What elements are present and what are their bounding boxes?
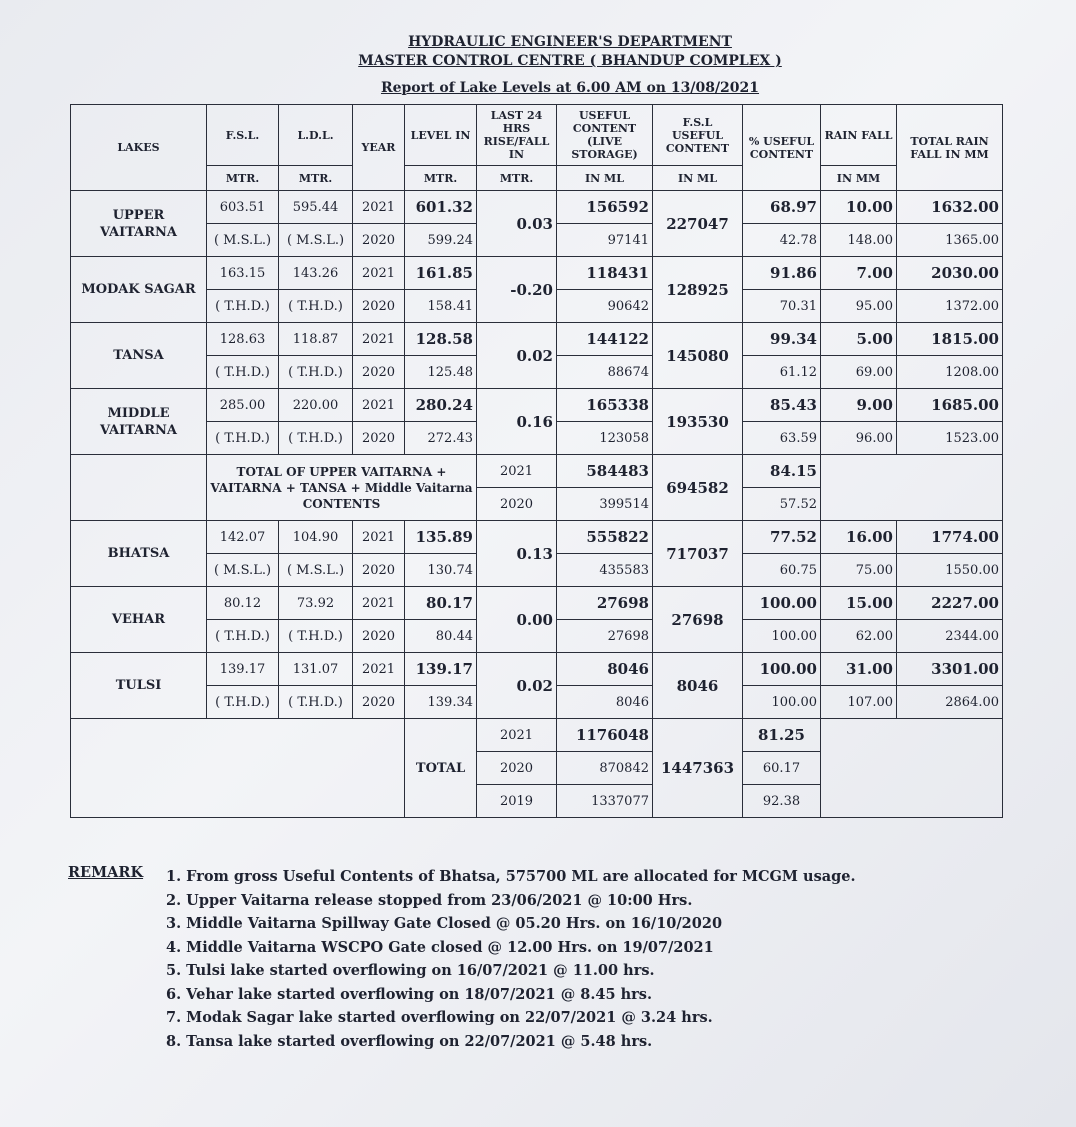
year-current: 2021 — [353, 587, 405, 620]
lake-name: MIDDLE VAITARNA — [71, 389, 207, 455]
fsl-datum: ( T.H.D.) — [207, 356, 279, 389]
total-rain-current: 1685.00 — [897, 389, 1003, 422]
col-ldl: L.D.L. — [279, 105, 353, 166]
year-previous: 2020 — [353, 554, 405, 587]
rain-previous: 75.00 — [821, 554, 897, 587]
rise-fall-value: 0.00 — [477, 587, 557, 653]
pct-useful-previous: 70.31 — [743, 290, 821, 323]
col-year: YEAR — [353, 105, 405, 191]
ldl-datum: ( M.S.L.) — [279, 554, 353, 587]
fsl-value: 142.07 — [207, 521, 279, 554]
rain-previous: 96.00 — [821, 422, 897, 455]
rain-current: 5.00 — [821, 323, 897, 356]
col-rain: RAIN FALL — [821, 105, 897, 166]
total-rain-current: 2030.00 — [897, 257, 1003, 290]
level-current: 161.85 — [405, 257, 477, 290]
total-rain-current: 2227.00 — [897, 587, 1003, 620]
useful-content-current: 165338 — [557, 389, 653, 422]
total-label: TOTAL — [405, 719, 477, 818]
pct-useful-previous: 63.59 — [743, 422, 821, 455]
rain-current: 15.00 — [821, 587, 897, 620]
rain-previous: 148.00 — [821, 224, 897, 257]
useful-content-previous: 8046 — [557, 686, 653, 719]
remark-item: 6. Vehar lake started overflowing on 18/07/2021 @ 8.45 hrs. — [166, 985, 652, 1003]
rain-previous: 62.00 — [821, 620, 897, 653]
pct-useful-previous: 60.75 — [743, 554, 821, 587]
remark-item: 4. Middle Vaitarna WSCPO Gate closed @ 12.00 Hrs. on 19/07/2021 — [166, 938, 714, 956]
level-previous: 125.48 — [405, 356, 477, 389]
lake-name: VEHAR — [71, 587, 207, 653]
year-previous: 2020 — [353, 356, 405, 389]
header-row — [71, 105, 1003, 166]
rain-current: 7.00 — [821, 257, 897, 290]
combined-row-current — [71, 455, 1003, 488]
useful-content-current: 27698 — [557, 587, 653, 620]
lake-row-current — [71, 191, 1003, 224]
lake-name: TANSA — [71, 323, 207, 389]
remark-item: 8. Tansa lake started overflowing on 22/07/2021 @ 5.48 hrs. — [166, 1032, 653, 1050]
level-previous: 130.74 — [405, 554, 477, 587]
col-rise: LAST 24 HRS RISE/FALL IN — [477, 105, 557, 166]
rain-current: 10.00 — [821, 191, 897, 224]
total-pct: 60.17 — [743, 752, 821, 785]
year-previous: 2020 — [353, 290, 405, 323]
total-blank-left — [71, 719, 405, 818]
rise-fall-value: -0.20 — [477, 257, 557, 323]
pct-useful-current: 91.86 — [743, 257, 821, 290]
total-rain-previous: 2344.00 — [897, 620, 1003, 653]
combined-rain-blank — [821, 455, 1003, 521]
year-current: 2021 — [353, 521, 405, 554]
fsl-useful-content: 717037 — [653, 521, 743, 587]
total-rain-previous: 1523.00 — [897, 422, 1003, 455]
useful-content-current: 555822 — [557, 521, 653, 554]
rain-previous: 69.00 — [821, 356, 897, 389]
useful-content-previous: 27698 — [557, 620, 653, 653]
year-current: 2021 — [353, 323, 405, 356]
unit-useful: IN ML — [557, 166, 653, 191]
year-previous: 2020 — [353, 422, 405, 455]
level-current: 139.17 — [405, 653, 477, 686]
level-current: 135.89 — [405, 521, 477, 554]
remark-item: 1. From gross Useful Contents of Bhatsa, 575700 ML are allocated for MCGM usage. — [166, 868, 856, 885]
unit-fsl-useful: IN ML — [653, 166, 743, 191]
col-useful: USEFUL CONTENT (LIVE STORAGE) — [557, 105, 653, 166]
useful-content-current: 156592 — [557, 191, 653, 224]
department-title: HYDRAULIC ENGINEER'S DEPARTMENT — [408, 34, 732, 50]
ldl-datum: ( T.H.D.) — [279, 290, 353, 323]
pct-useful-current: 85.43 — [743, 389, 821, 422]
combined-note: TOTAL OF UPPER VAITARNA + VAITARNA + TANSA + Middle Vaitarna CONTENTS — [207, 455, 477, 521]
total-fsl-useful: 1447363 — [653, 719, 743, 818]
rain-previous: 95.00 — [821, 290, 897, 323]
total-useful-content: 1176048 — [557, 719, 653, 752]
fsl-datum: ( T.H.D.) — [207, 422, 279, 455]
total-year: 2021 — [477, 719, 557, 752]
pct-useful-previous: 100.00 — [743, 620, 821, 653]
useful-content-previous: 123058 — [557, 422, 653, 455]
lake-row-current — [71, 389, 1003, 422]
total-year: 2019 — [477, 785, 557, 818]
year-current: 2021 — [353, 257, 405, 290]
useful-content-current: 8046 — [557, 653, 653, 686]
fsl-useful-content: 145080 — [653, 323, 743, 389]
year-current: 2021 — [353, 653, 405, 686]
rise-fall-value: 0.02 — [477, 653, 557, 719]
useful-content-previous: 90642 — [557, 290, 653, 323]
fsl-datum: ( T.H.D.) — [207, 686, 279, 719]
rise-fall-value: 0.02 — [477, 323, 557, 389]
fsl-datum: ( T.H.D.) — [207, 290, 279, 323]
remark-label: REMARK — [68, 864, 144, 881]
level-current: 128.58 — [405, 323, 477, 356]
rise-fall-value: 0.13 — [477, 521, 557, 587]
combined-useful-previous: 399514 — [557, 488, 653, 521]
ldl-value: 143.26 — [279, 257, 353, 290]
pct-useful-previous: 100.00 — [743, 686, 821, 719]
total-useful-content: 870842 — [557, 752, 653, 785]
fsl-useful-content: 8046 — [653, 653, 743, 719]
combined-pct-previous: 57.52 — [743, 488, 821, 521]
ldl-value: 131.07 — [279, 653, 353, 686]
lake-row-current — [71, 323, 1003, 356]
fsl-value: 163.15 — [207, 257, 279, 290]
remark-item: 2. Upper Vaitarna release stopped from 23/06/2021 @ 10:00 Hrs. — [166, 891, 693, 909]
lake-name: TULSI — [71, 653, 207, 719]
level-previous: 139.34 — [405, 686, 477, 719]
year-current: 2021 — [353, 191, 405, 224]
combined-year-current: 2021 — [477, 455, 557, 488]
total-year: 2020 — [477, 752, 557, 785]
rise-fall-value: 0.03 — [477, 191, 557, 257]
lake-row-current — [71, 653, 1003, 686]
total-pct: 92.38 — [743, 785, 821, 818]
pct-useful-previous: 42.78 — [743, 224, 821, 257]
unit-rise: MTR. — [477, 166, 557, 191]
total-rain-current: 3301.00 — [897, 653, 1003, 686]
useful-content-previous: 435583 — [557, 554, 653, 587]
ldl-value: 595.44 — [279, 191, 353, 224]
level-current: 80.17 — [405, 587, 477, 620]
ldl-value: 118.87 — [279, 323, 353, 356]
rain-current: 16.00 — [821, 521, 897, 554]
total-rain-current: 1815.00 — [897, 323, 1003, 356]
rain-current: 9.00 — [821, 389, 897, 422]
ldl-value: 104.90 — [279, 521, 353, 554]
total-rain-previous: 2864.00 — [897, 686, 1003, 719]
combined-year-previous: 2020 — [477, 488, 557, 521]
ldl-datum: ( T.H.D.) — [279, 422, 353, 455]
year-previous: 2020 — [353, 224, 405, 257]
year-current: 2021 — [353, 389, 405, 422]
level-current: 280.24 — [405, 389, 477, 422]
pct-useful-current: 68.97 — [743, 191, 821, 224]
fsl-datum: ( T.H.D.) — [207, 620, 279, 653]
useful-content-current: 144122 — [557, 323, 653, 356]
total-rain-previous: 1208.00 — [897, 356, 1003, 389]
fsl-useful-content: 27698 — [653, 587, 743, 653]
unit-level: MTR. — [405, 166, 477, 191]
col-fsl-useful: F.S.L USEFUL CONTENT — [653, 105, 743, 166]
total-rain-previous: 1550.00 — [897, 554, 1003, 587]
total-row — [71, 719, 1003, 752]
unit-ldl: MTR. — [279, 166, 353, 191]
total-rain-previous: 1365.00 — [897, 224, 1003, 257]
combined-blank — [71, 455, 207, 521]
total-useful-content: 1337077 — [557, 785, 653, 818]
pct-useful-current: 77.52 — [743, 521, 821, 554]
ldl-datum: ( M.S.L.) — [279, 224, 353, 257]
remark-item: 3. Middle Vaitarna Spillway Gate Closed @ 05.20 Hrs. on 16/10/2020 — [166, 915, 723, 932]
year-previous: 2020 — [353, 686, 405, 719]
rain-current: 31.00 — [821, 653, 897, 686]
fsl-useful-content: 227047 — [653, 191, 743, 257]
pct-useful-current: 99.34 — [743, 323, 821, 356]
total-rain-previous: 1372.00 — [897, 290, 1003, 323]
total-blank-right — [821, 719, 1003, 818]
pct-useful-current: 100.00 — [743, 653, 821, 686]
remark-item: 7. Modak Sagar lake started overflowing on 22/07/2021 @ 3.24 hrs. — [166, 1009, 713, 1026]
lake-row-current — [71, 257, 1003, 290]
centre-title: MASTER CONTROL CENTRE ( BHANDUP COMPLEX ) — [358, 53, 782, 69]
unit-fsl: MTR. — [207, 166, 279, 191]
year-previous: 2020 — [353, 620, 405, 653]
lake-row-current — [71, 521, 1003, 554]
rise-fall-value: 0.16 — [477, 389, 557, 455]
level-previous: 272.43 — [405, 422, 477, 455]
fsl-useful-content: 128925 — [653, 257, 743, 323]
col-total-rain: TOTAL RAIN FALL IN MM — [897, 105, 1003, 191]
col-level: LEVEL IN — [405, 105, 477, 166]
level-previous: 80.44 — [405, 620, 477, 653]
combined-useful-current: 584483 — [557, 455, 653, 488]
pct-useful-current: 100.00 — [743, 587, 821, 620]
col-lakes: LAKES — [71, 105, 207, 191]
unit-row — [71, 166, 1003, 191]
ldl-value: 73.92 — [279, 587, 353, 620]
fsl-useful-content: 193530 — [653, 389, 743, 455]
fsl-datum: ( M.S.L.) — [207, 224, 279, 257]
rain-previous: 107.00 — [821, 686, 897, 719]
pct-useful-previous: 61.12 — [743, 356, 821, 389]
combined-pct-current: 84.15 — [743, 455, 821, 488]
lake-name: UPPER VAITARNA — [71, 191, 207, 257]
remark-item: 5. Tulsi lake started overflowing on 16/07/2021 @ 11.00 hrs. — [166, 962, 655, 979]
fsl-value: 128.63 — [207, 323, 279, 356]
ldl-value: 220.00 — [279, 389, 353, 422]
col-pct: % USEFUL CONTENT — [743, 105, 821, 191]
ldl-datum: ( T.H.D.) — [279, 620, 353, 653]
ldl-datum: ( T.H.D.) — [279, 356, 353, 389]
fsl-value: 80.12 — [207, 587, 279, 620]
lake-row-current — [71, 587, 1003, 620]
useful-content-previous: 97141 — [557, 224, 653, 257]
level-current: 601.32 — [405, 191, 477, 224]
useful-content-current: 118431 — [557, 257, 653, 290]
lake-levels-table — [70, 104, 1003, 818]
fsl-value: 139.17 — [207, 653, 279, 686]
report-title: Report of Lake Levels at 6.00 AM on 13/08/2021 — [380, 80, 760, 96]
fsl-value: 285.00 — [207, 389, 279, 422]
total-rain-current: 1774.00 — [897, 521, 1003, 554]
col-fsl: F.S.L. — [207, 105, 279, 166]
useful-content-previous: 88674 — [557, 356, 653, 389]
combined-fsl-useful: 694582 — [653, 455, 743, 521]
total-rain-current: 1632.00 — [897, 191, 1003, 224]
fsl-datum: ( M.S.L.) — [207, 554, 279, 587]
level-previous: 158.41 — [405, 290, 477, 323]
fsl-value: 603.51 — [207, 191, 279, 224]
lake-name: MODAK SAGAR — [71, 257, 207, 323]
lake-name: BHATSA — [71, 521, 207, 587]
unit-rain: IN MM — [821, 166, 897, 191]
ldl-datum: ( T.H.D.) — [279, 686, 353, 719]
total-pct: 81.25 — [743, 719, 821, 752]
level-previous: 599.24 — [405, 224, 477, 257]
